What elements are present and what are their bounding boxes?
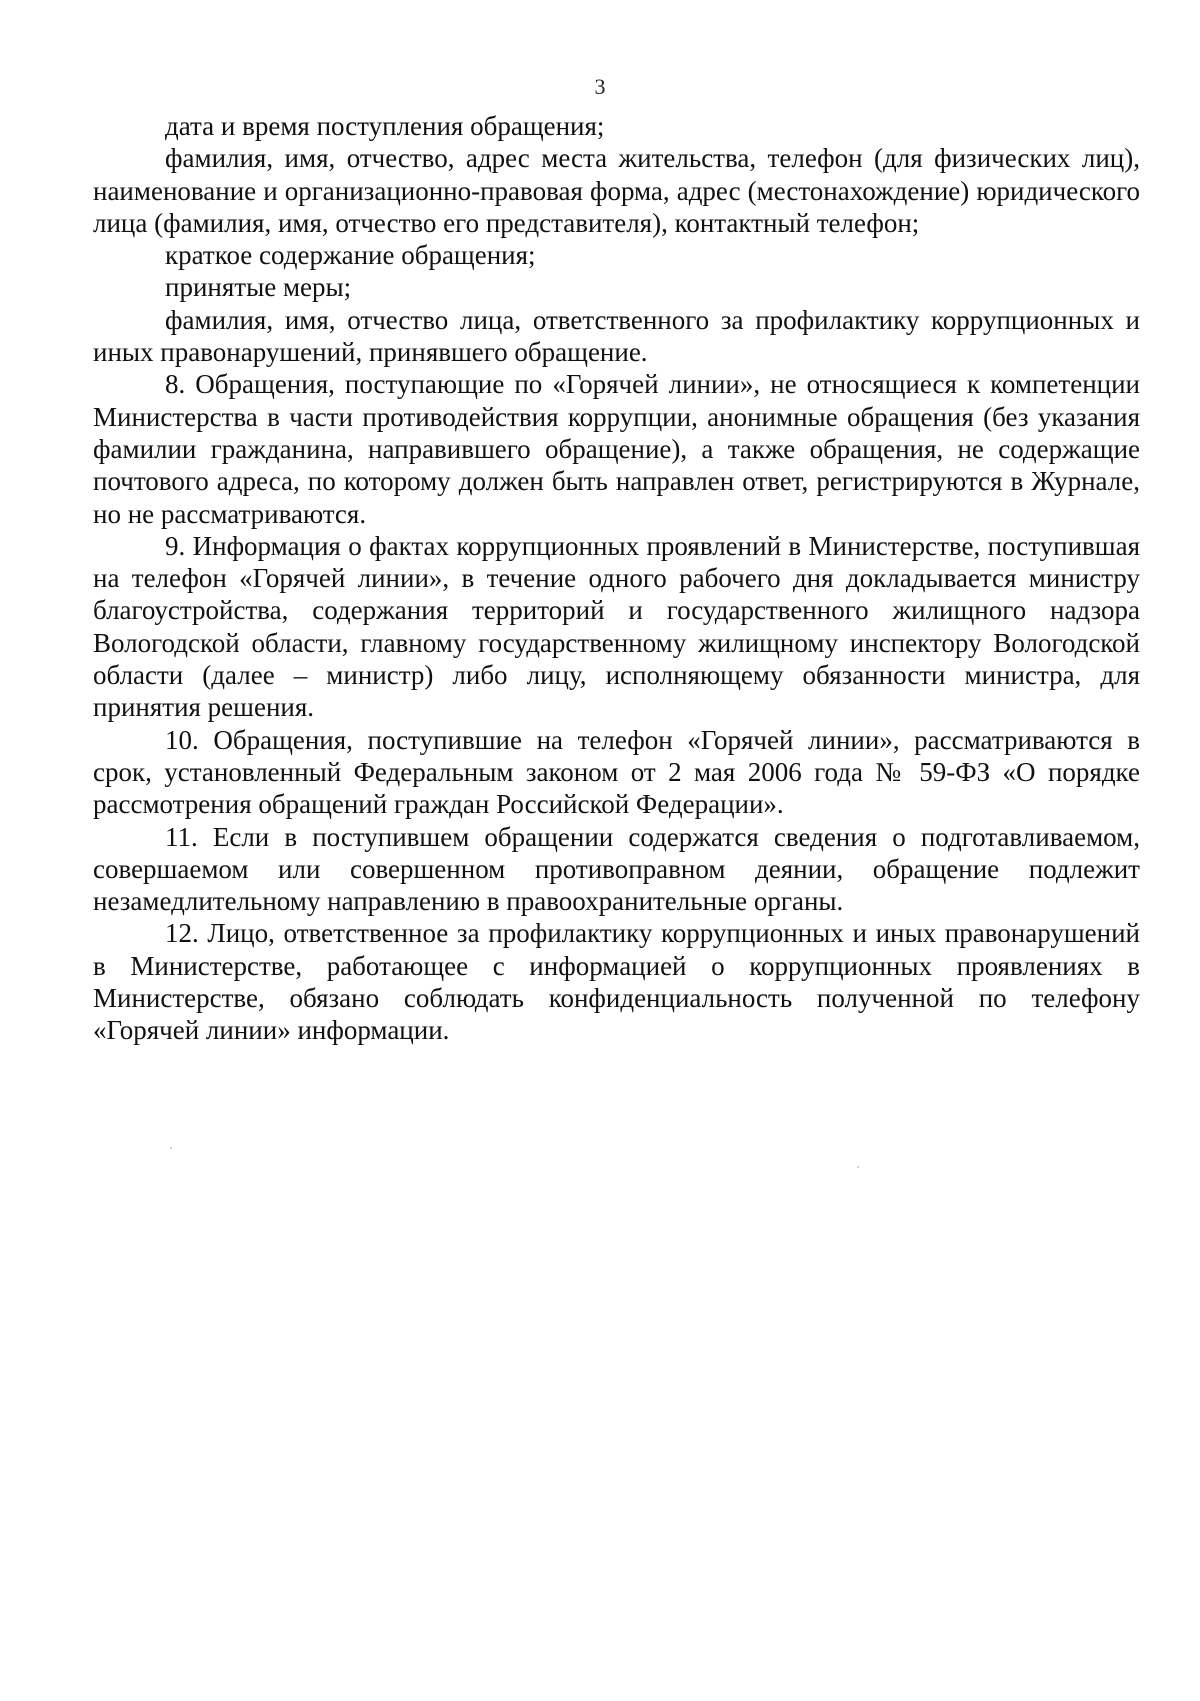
paragraph-item-11: 11. Если в поступившем обращении содержатся сведения о подготавливаемом, совершаемом или совершенном противоправном деянии, обращение подлежит незамедлительному направлению в правоохранительные органы. — [93, 821, 1140, 917]
document-body — [93, 110, 1140, 1047]
paragraph-applicant-details: фамилия, имя, отчество, адрес места жительства, телефон (для физических лиц), наименование и организационно-правовая форма, адрес (местонахождение) юридического лица (фамилия, имя, отчество его представителя), контактный телефон; — [93, 143, 1140, 238]
paragraph-item-8: 8. Обращения, поступающие по «Горячей линии», не относящиеся к компетенции Министерства в части противодействия коррупции, анонимные обращения (без указания фамилии гражданина, направившего обращение), а также обращения, не содержащие почтового адреса, по которому должен быть направлен ответ, регистрируются в Журнале, но не рассматриваются. — [93, 369, 1140, 529]
paragraph-measures: принятые меры; — [165, 272, 352, 303]
paragraph-item-12: 12. Лицо, ответственное за профилактику коррупционных и иных правонарушений в Министерстве, работающее с информацией о коррупционных проявлениях в Министерстве, обязано соблюдать конфиденциальность полученной по телефону «Горячей линии» информации. — [93, 918, 1140, 1046]
page-number: 3 — [594, 74, 606, 99]
scan-speck — [857, 1166, 859, 1168]
paragraph-item-9: 9. Информация о фактах коррупционных проявлений в Министерстве, поступившая на телефон «Горячей линии», в течение одного рабочего дня докладывается министру благоустройства, содержания территорий и государственного жилищного надзора Вологодской области, главному государственному жилищному инспектору Вологодской области (далее – министр) либо лицу, исполняющему обязанности министра, для принятия решения. — [93, 530, 1140, 723]
scan-speck — [170, 1147, 172, 1149]
paragraph-summary: краткое содержание обращения; — [165, 240, 536, 271]
paragraph-item-10: 10. Обращения, поступившие на телефон «Горячей линии», рассматриваются в срок, установленный Федеральным законом от 2 мая 2006 года № 59-ФЗ «О порядке рассмотрения обращений граждан Российской Федерации». — [93, 724, 1140, 820]
paragraph-date-time: дата и время поступления обращения; — [165, 111, 605, 141]
paragraph-responsible-person: фамилия, имя, отчество лица, ответственного за профилактику коррупционных и иных правонарушений, принявшего обращение. — [93, 304, 1140, 368]
